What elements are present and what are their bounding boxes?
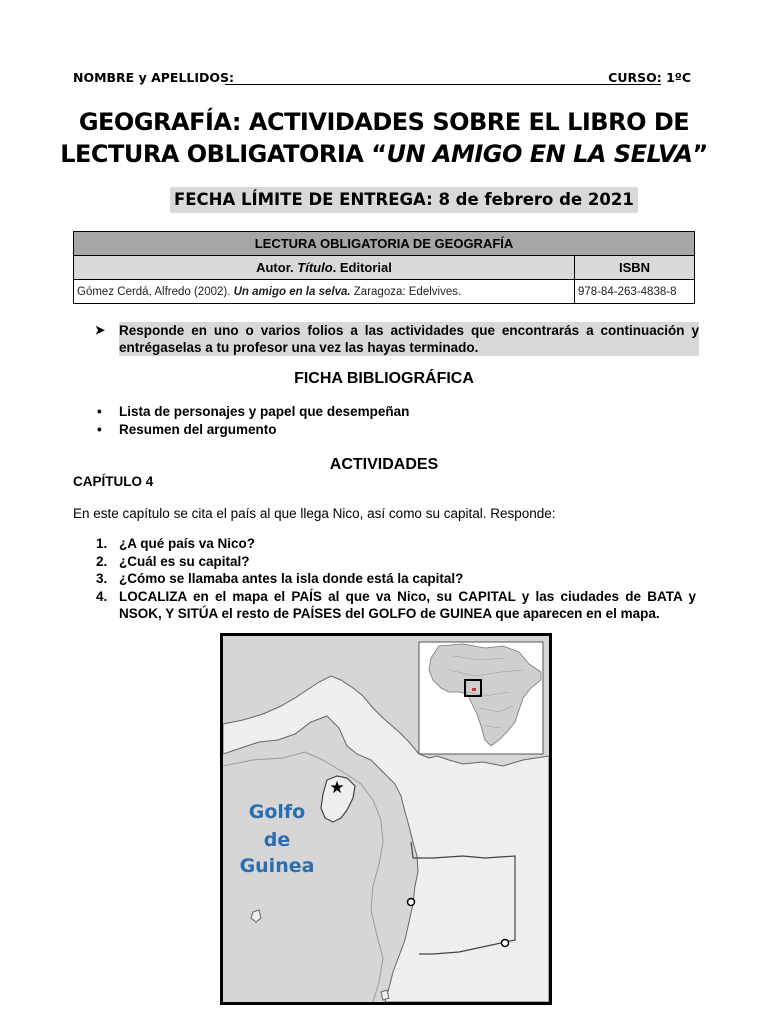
map-svg: [223, 636, 549, 1002]
list-item: [96, 570, 696, 588]
ref-book: Un amigo en la selva.: [233, 285, 351, 298]
deadline-banner: FECHA LÍMITE DE ENTREGA: 8 de febrero de 2021: [170, 187, 638, 213]
ficha-list: [95, 403, 409, 439]
question-number: 4.: [96, 588, 108, 604]
question-number: 3.: [96, 571, 108, 586]
table-cell-isbn: 978-84-263-4838-8: [575, 280, 695, 304]
sea-label-line-2: de: [263, 829, 291, 851]
list-item: [96, 535, 696, 553]
page-title: [60, 106, 708, 170]
table-col-author: [74, 256, 575, 280]
title-line-2: [60, 138, 708, 170]
question-text: ¿A qué país va Nico?: [119, 536, 256, 551]
question-number: 1.: [96, 536, 108, 551]
gulf-of-guinea-map: [220, 633, 552, 1005]
arrow-bullet-icon: ➤: [95, 323, 106, 337]
city-marker-nsok: [502, 940, 509, 947]
table-cell-reference: [74, 280, 575, 304]
inset-locator-highlight: [472, 688, 476, 691]
table-header: LECTURA OBLIGATORIA DE GEOGRAFÍA: [74, 232, 695, 256]
capital-star-icon: ★: [329, 778, 345, 798]
course-label: CURSO: 1ºC: [608, 70, 691, 85]
title-line-1: GEOGRAFÍA: ACTIVIDADES SOBRE EL LIBRO DE: [78, 108, 690, 136]
ref-publisher: Zaragoza: Edelvives.: [350, 285, 462, 298]
sea-label-line-3: Guinea: [239, 855, 315, 877]
ref-author: Gómez Cerdá, Alfredo (2002).: [77, 285, 234, 298]
table-row: [74, 280, 695, 304]
title-line-2-suffix: ”: [692, 140, 708, 168]
title-book-name: UN AMIGO EN LA SELVA: [386, 140, 693, 168]
list-item: [96, 553, 696, 571]
actividades-title: ACTIVIDADES: [329, 456, 439, 473]
col-publisher-label: . Editorial: [332, 260, 392, 275]
reading-table: [73, 231, 695, 304]
name-label: NOMBRE y APELLIDOS:: [73, 70, 235, 85]
city-marker-bata: [408, 899, 415, 906]
question-text: ¿Cuál es su capital?: [119, 553, 250, 569]
question-text: ¿Cómo se llamaba antes la isla donde está la capital?: [119, 571, 464, 586]
sea-label-line-1: Golfo: [248, 801, 306, 823]
title-line-2-prefix: LECTURA OBLIGATORIA “: [60, 140, 387, 168]
list-item: • Resumen del argumento: [95, 421, 409, 439]
question-number: 2.: [96, 553, 108, 569]
territorial-waters-line: [223, 752, 383, 1002]
question-list: [96, 535, 696, 623]
small-islet: [251, 910, 261, 922]
instruction-text: Responde en uno o varios folios a las actividades que encontrarás a continuación y entrégaselas a tu profesor una vez las hayas terminado.: [119, 323, 699, 355]
col-author-label: Autor.: [256, 260, 298, 275]
table-col-isbn: ISBN: [575, 256, 695, 280]
list-item: [96, 588, 696, 623]
small-islet: [381, 990, 389, 1000]
student-header: [73, 66, 693, 88]
question-text: LOCALIZA en el mapa el PAÍS al que va Nico, su CAPITAL y las ciudades de BATA y NSOK, Y SITÚA el resto de PAÍSES del GOLFO de GUINEA que aparecen en el mapa.: [119, 588, 696, 621]
list-item: • Lista de personajes y papel que desempeñan: [95, 403, 409, 421]
ficha-title: FICHA BIBLIOGRÁFICA: [294, 370, 474, 387]
chapter-heading: CAPÍTULO 4: [73, 474, 154, 489]
col-title-label: Título: [297, 260, 333, 275]
instruction-block: [95, 322, 699, 356]
name-blank-line[interactable]: [225, 84, 661, 85]
chapter-intro: En este capítulo se cita el país al que llega Nico, así como su capital. Responde:: [73, 506, 556, 521]
inset-africa-map: [419, 642, 543, 754]
